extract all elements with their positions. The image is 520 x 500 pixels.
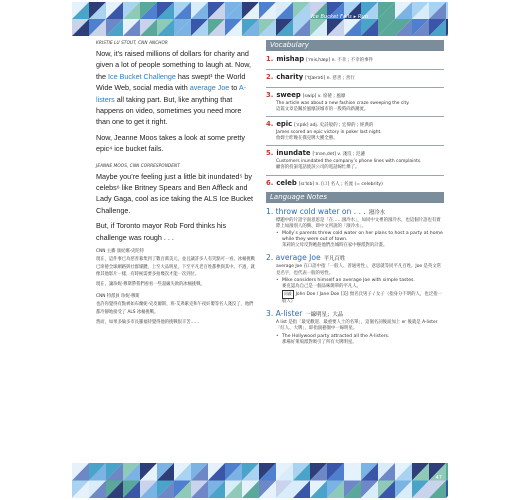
vocab-word: epic [276, 120, 293, 129]
vocab-item [266, 73, 444, 83]
vocab-entry [266, 73, 444, 83]
term-link-ice-bucket-challenge[interactable]: Ice Bucket Challenge [108, 71, 176, 81]
language-note [266, 253, 444, 304]
note-translation: 潑冷水 [368, 209, 386, 216]
transcript-paragraph: But, if Toronto mayor Rob Ford thinks his challenge was rough . . . [96, 221, 227, 242]
vocab-word: celeb [276, 178, 297, 187]
vocab-item [266, 179, 444, 189]
page-number: 47 [435, 475, 442, 481]
note-synonym [266, 290, 444, 305]
vocab-item [266, 120, 444, 141]
note-example-translation: 茉莉的父母反對她趁他們出城時在家中辦派對的計畫。 [282, 243, 388, 249]
language-notes-list [266, 207, 444, 346]
translation-speaker: CNN 主播 康紀娜·史陀特 [96, 249, 144, 255]
vocab-divider [266, 69, 444, 70]
translation-paragraph: 也許你覺得有點被如布蘭妮·史皮爾斯、班·艾弗累克和午夜奷嬰等名人淺沒了，他們都冷靜地接受了 ALS 冰桶挑戰。 [96, 302, 254, 315]
note-explanation: average Joe 在口語中指「一般人、普通男性」，意思就等同平凡百姓。Joe 是英文常見名字，也代表一般的男性。 [276, 264, 442, 276]
triangle-pattern [72, 2, 448, 36]
vocab-word: sweep [276, 91, 301, 99]
transcript-column [96, 40, 256, 329]
pattern-triangle [446, 2, 448, 19]
vocab-number: 6. [266, 178, 274, 187]
translation-paragraph: 現在，這件事已為慈善募集到了數百萬美元，並且讓許多人有笑點可一看。冰桶挑戰已席捲全球網路與社群媒體，上至大品明星、下至平凡老百姓都參與其中。不過，就像其他影片一樣，有時候需要多拍幾次才能一次到位。 [96, 257, 255, 277]
translation-paragraph: 然而，如果多倫多市長羅福特覺得他的挑戰很辛苦…… [96, 319, 200, 325]
vocab-definition: [ˈmisˌhæp] n. 不幸 ; 不幸的事件 [306, 58, 374, 63]
note-translation: 一線明星；大品 [305, 311, 344, 318]
vocab-example: 詹姆士昨晚在撲克牌大獲全勝。 [276, 135, 338, 141]
note-phrase: throw cold water on . . . [275, 206, 366, 216]
note-phrase: A-lister [275, 308, 303, 318]
text-run: has swept¹ the World Wide Web, social media with [96, 71, 246, 93]
vocab-example: 顧客的投訴電話使該公司的電話線忙爆了。 [276, 164, 360, 170]
vocab-example: 這篇文章是關於風靡該城市的一股時尚新潮流。 [276, 106, 369, 112]
vocab-word: charity [276, 73, 304, 81]
pattern-triangle [446, 19, 448, 36]
transcript-paragraph: Maybe you’re feeling just a little bit inundated⁵ by celebs⁶ like Britney Spears and Ben Affleck and Lady Gaga, cool as ice taking the ALS Ice Bucket Challenge. [96, 171, 254, 215]
vocab-item [266, 149, 444, 170]
vocab-number: 1. [266, 55, 274, 63]
note-explanation: 標題中的片語字面意思是「在……潑冷水」，如同中文裡的潑冷水，也這個片語也有實際上如潑別人的興、即中文所說的「潑冷水」。 [276, 217, 441, 229]
vocab-word: inundate [276, 149, 311, 158]
vocab-entry [266, 55, 444, 65]
text-run: Now, it’s raised millions of dollars for charity and given a lot of people something to laugh at. Now, the [96, 49, 252, 81]
vocab-definition: [ˈɛpɪk] adj. 史詩般的 ; 宏偉的 ; 經典的 [294, 123, 374, 129]
vocab-entry [266, 179, 444, 189]
vocab-divider [266, 145, 444, 146]
header-pattern-band [72, 2, 448, 36]
vocab-number: 2. [266, 73, 274, 81]
note-heading [266, 207, 444, 218]
note-example: • Molly’s parents threw cold water on her plans to host a party at home while they were out of town. [266, 231, 444, 243]
vocab-divider [266, 87, 444, 88]
vocab-definition: [ˈtʃærəti] n. 慈善 ; 善行 [305, 76, 355, 81]
translation-speaker: CNN 特派員 珍妮·穆斯 [96, 294, 140, 300]
note-number: 1. [266, 206, 274, 216]
vocab-word: mishap [276, 55, 305, 63]
term-link-average-joe[interactable]: average Joe [189, 83, 230, 93]
note-heading [266, 253, 444, 264]
sidebar-column [266, 40, 444, 350]
note-example: • The Hollywood party attracted all the A-listers. [266, 334, 444, 340]
speaker-label: KRISTIE LU STOUT, CNN ANCHOR [96, 40, 168, 45]
speaker-label: JEANNE MOOS, CNN CORRESPONDENT [96, 162, 180, 168]
pattern-triangle [446, 463, 448, 481]
running-head: Ice Bucket Fails ▸ Run [311, 14, 368, 20]
vocab-number: 4. [266, 120, 274, 129]
footer-pattern-band [72, 463, 448, 498]
term-link-a-listers[interactable]: A-listers [96, 83, 247, 104]
synonym-tag: 同義 [282, 290, 294, 298]
language-note [266, 207, 444, 250]
vocabulary-header: Vocabulary [266, 40, 444, 51]
translation-paragraph: 現在，讓珍妮·穆斯帶我們看看一些超級失敗的冰桶挑戰。 [96, 281, 205, 287]
vocab-definition: [ˈɪnənˌdet] v. 淺沒 ; 氾濾 [312, 152, 365, 158]
transcript-paragraph [96, 48, 256, 128]
vocab-entry [266, 91, 444, 101]
vocab-definition: [sɪˈlɛb] n. [口] 名人 ; 名流 (= celebrity) [298, 181, 383, 187]
note-heading [266, 309, 444, 320]
synonym-text: John Doe / Jane Doe [美] 無名氏男子 / 女子（指身分不明的人，也泛指一般人） [282, 292, 442, 304]
vocab-item [266, 91, 444, 112]
note-number: 2. [266, 253, 274, 263]
transcript-paragraph: Now, Jeanne Moos takes a look at some pretty epic⁴ ice bucket fails. [96, 132, 246, 154]
vocab-divider [266, 175, 444, 176]
vocab-number: 3. [266, 91, 274, 99]
vocabulary-list [266, 55, 444, 189]
note-phrase: average Joe [275, 253, 321, 263]
vocab-definition: [swip] v. 席捲 ; 風靡 [302, 94, 346, 99]
text-run: to [229, 83, 239, 93]
vocab-item [266, 55, 444, 65]
vocab-entry [266, 149, 444, 159]
note-example: • Mike considers himself an average Joe with simple tastes. [266, 278, 444, 284]
vocab-divider [266, 116, 444, 117]
vocab-example: James scored an epic victory in poker last night. [276, 130, 382, 136]
pattern-triangle [446, 481, 448, 499]
note-example-translation: 麥克認為自己是一個品味簡單的平凡人。 [282, 284, 362, 290]
note-number: 3. [266, 308, 274, 318]
language-notes-header: Language Notes [266, 192, 444, 203]
vocab-entry [266, 120, 444, 130]
triangle-pattern [72, 463, 448, 498]
note-explanation: A list 是指「最受歡迎、最重要人士的名單」，這個名詞後面加上 er 後就是 A-lister「紅人、大牌」，即指演藝圈中一線明星。 [276, 319, 438, 332]
note-example-translation: 那場好萊塢派對吸引了所有大牌明星。 [282, 339, 357, 345]
vocab-number: 5. [266, 149, 274, 158]
vocab-example: The article was about a new fashion craze sweeping the city. [276, 101, 410, 106]
text-run: all taking part. But, like anything that happens on video, sometimes you need more than one to get it right. [96, 94, 242, 127]
language-note [266, 309, 444, 346]
note-translation: 平凡百姓 [323, 256, 346, 263]
vocab-example: Customers inundated the company’s phone lines with complaints. [276, 159, 422, 165]
